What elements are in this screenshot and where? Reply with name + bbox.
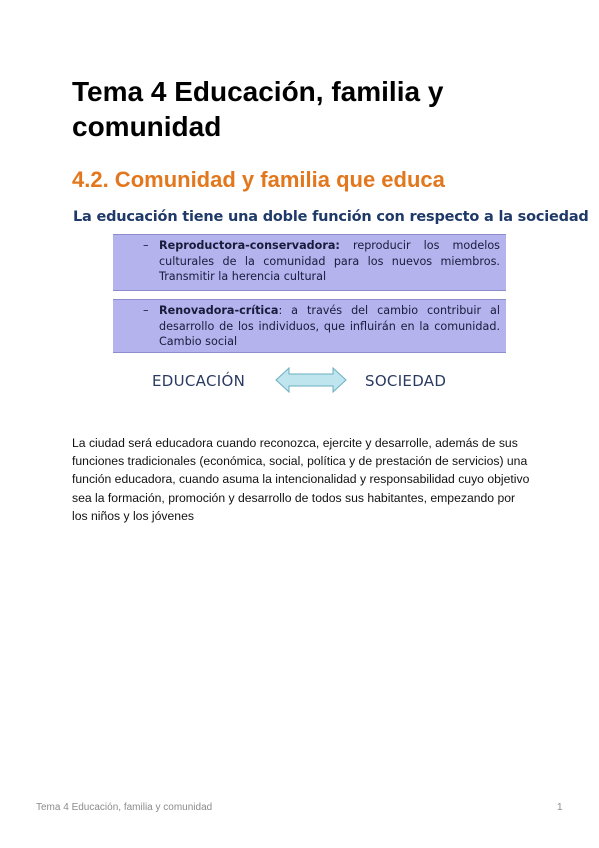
box-line-text: Transmitir la herencia cultural: [159, 270, 327, 283]
page-title: Tema 4 Educación, familia y comunidad: [72, 76, 444, 142]
box-line-text: desarrollo de los individuos, que influirán en la comunidad.: [159, 319, 500, 333]
reproductive-function-box: [113, 234, 506, 291]
double-arrow-icon: [275, 367, 347, 393]
box-lead-term: Renovadora-crítica: [159, 304, 279, 317]
box-lead-term: Reproductora-conservadora:: [159, 239, 340, 252]
education-label: EDUCACIÓN: [152, 372, 246, 390]
renovating-function-box: [113, 299, 506, 353]
box-line-text: Cambio social: [159, 335, 238, 348]
body-paragraph: La ciudad será educadora cuando reconozca, ejercite y desarrolle, además de sus funciones tradicionales (económica, social, política y de prestación de servicios) una función educadora, cuando asuma la intencionalidad y responsabilidad cuyo objetivo sea la formación, promoción y desarrollo de todos sus habitantes, empezando por los niños y los jóvenes: [72, 436, 530, 523]
footer-title: Tema 4 Educación, familia y comunidad: [36, 802, 213, 813]
box-line-text: culturales de la comunidad para los nuevos miembros.: [159, 254, 500, 268]
section-heading: 4.2. Comunidad y familia que educa: [72, 167, 445, 192]
figure-heading: La educación tiene una doble función con respecto a la sociedad: [73, 209, 589, 225]
box-line-text: reproducir los modelos: [339, 239, 500, 252]
footer-page-number: 1: [557, 802, 563, 813]
bullet-dash: –: [143, 304, 149, 317]
bullet-dash: –: [143, 239, 149, 252]
box-line-text: : a través del cambio contribuir al: [278, 304, 500, 317]
education-society-figure: [0, 0, 599, 400]
society-label: SOCIEDAD: [365, 372, 447, 390]
